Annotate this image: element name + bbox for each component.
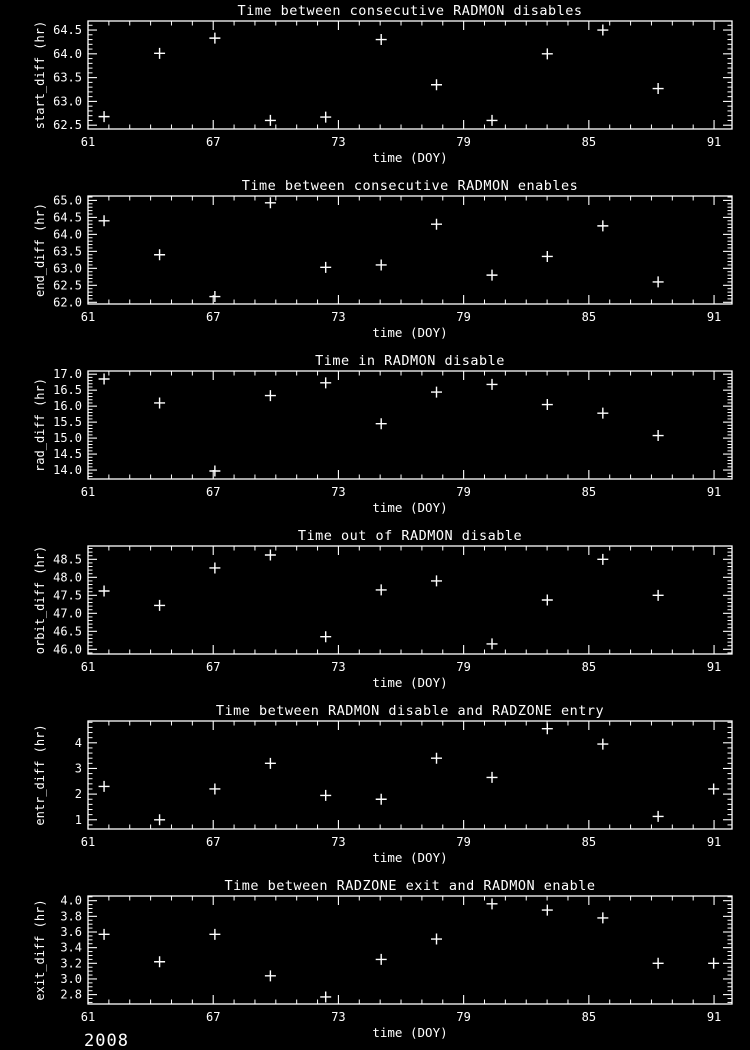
y-tick-label: 4: [74, 735, 82, 750]
chart-title: Time in RADMON disable: [315, 353, 505, 369]
x-axis-label: time (DOY): [372, 325, 448, 340]
data-point-marker: [154, 600, 165, 611]
y-tick-label: 2: [74, 787, 82, 802]
data-point-marker: [154, 48, 165, 59]
data-point-marker: [99, 373, 110, 384]
x-tick-label: 73: [331, 310, 346, 324]
y-tick-label: 64.0: [53, 46, 82, 61]
y-axis-label: entr_diff (hr): [33, 724, 47, 826]
y-tick-label: 17.0: [53, 367, 82, 382]
x-tick-label: 85: [581, 310, 597, 324]
y-tick-label: 46.0: [53, 642, 82, 657]
plot-panel-rad-diff: [0, 350, 750, 525]
chart-title: Time between RADMON disable and RADZONE entry: [215, 703, 605, 719]
y-tick-label: 64.5: [53, 23, 82, 38]
x-tick-label: 79: [456, 1010, 471, 1024]
x-tick-label: 67: [205, 1010, 221, 1024]
data-point-marker: [597, 408, 608, 419]
data-point-marker: [431, 575, 442, 586]
data-point-marker: [487, 638, 498, 649]
plot-panel-orbit-diff: [0, 525, 750, 700]
chart-canvas-start-diff: [0, 0, 750, 175]
plot-panel-entr-diff: [0, 700, 750, 875]
y-tick-label: 47.0: [53, 606, 82, 621]
x-tick-label: 67: [205, 660, 221, 674]
x-tick-label: 67: [205, 835, 221, 849]
y-axis-label: end_diff (hr): [33, 203, 47, 297]
data-point-marker: [154, 814, 165, 825]
data-point-marker: [265, 550, 276, 561]
data-point-marker: [99, 781, 110, 792]
data-point-marker: [542, 48, 553, 59]
data-point-marker: [99, 586, 110, 597]
x-tick-label: 79: [456, 835, 471, 849]
chart-title: Time between consecutive RADMON disables: [237, 3, 583, 19]
y-tick-label: 64.5: [53, 210, 82, 225]
x-tick-label: 79: [456, 310, 471, 324]
x-tick-label: 73: [331, 135, 346, 149]
data-point-marker: [431, 753, 442, 764]
plot-panel-end-diff: [0, 175, 750, 350]
data-point-marker: [209, 466, 220, 477]
x-tick-label: 79: [456, 660, 471, 674]
axis-box: [88, 721, 732, 829]
axis-box: [88, 546, 732, 654]
y-tick-label: 63.0: [53, 261, 82, 276]
y-tick-label: 47.5: [53, 588, 82, 603]
chart-title: Time between consecutive RADMON enables: [241, 178, 579, 194]
y-tick-label: 63.0: [53, 94, 82, 109]
data-point-marker: [209, 33, 220, 44]
axis-box: [88, 196, 732, 304]
data-point-marker: [431, 79, 442, 90]
x-tick-label: 85: [581, 485, 597, 499]
data-point-marker: [708, 958, 719, 969]
y-tick-label: 3.6: [60, 925, 82, 939]
data-point-marker: [431, 219, 442, 230]
y-tick-label: 48.5: [53, 552, 82, 567]
data-point-marker: [653, 958, 664, 969]
x-axis-label: time (DOY): [372, 675, 448, 690]
data-point-marker: [376, 954, 387, 965]
data-point-marker: [320, 631, 331, 642]
data-point-marker: [487, 772, 498, 783]
data-point-marker: [320, 991, 331, 1002]
data-point-marker: [542, 595, 553, 606]
data-point-marker: [542, 251, 553, 262]
plot-panel-exit-diff: [0, 875, 750, 1050]
y-tick-label: 63.5: [53, 244, 82, 259]
axis-box: [88, 371, 732, 479]
axis-box: [88, 896, 732, 1004]
x-tick-label: 91: [706, 310, 722, 324]
y-tick-label: 48.0: [53, 570, 82, 585]
x-axis-label: time (DOY): [372, 1025, 448, 1040]
data-point-marker: [653, 590, 664, 601]
data-point-marker: [320, 262, 331, 273]
y-axis-label: start_diff (hr): [33, 20, 47, 130]
data-point-marker: [209, 291, 220, 302]
y-axis-label: exit_diff (hr): [33, 899, 47, 1001]
x-tick-label: 67: [205, 135, 221, 149]
data-point-marker: [487, 379, 498, 390]
x-tick-label: 85: [581, 135, 597, 149]
data-point-marker: [653, 83, 664, 94]
data-point-marker: [597, 220, 608, 231]
x-tick-label: 61: [80, 1010, 96, 1024]
y-axis-label: rad_diff (hr): [33, 378, 47, 472]
y-tick-label: 3: [74, 761, 82, 776]
y-tick-label: 46.5: [53, 624, 82, 639]
y-tick-label: 15.0: [53, 431, 82, 446]
y-tick-label: 15.5: [53, 415, 82, 430]
data-point-marker: [209, 929, 220, 940]
data-point-marker: [542, 723, 553, 734]
x-tick-label: 73: [331, 485, 346, 499]
y-tick-label: 62.5: [53, 118, 82, 133]
data-point-marker: [653, 430, 664, 441]
y-tick-label: 62.0: [53, 295, 82, 310]
data-point-marker: [653, 811, 664, 822]
data-point-marker: [487, 115, 498, 126]
data-point-marker: [376, 259, 387, 270]
year-label: 2008: [84, 1031, 129, 1050]
data-point-marker: [265, 758, 276, 769]
chart-canvas-exit-diff: [0, 875, 750, 1050]
y-tick-label: 65.0: [53, 193, 82, 208]
x-tick-label: 73: [331, 835, 346, 849]
y-tick-label: 62.5: [53, 278, 82, 293]
x-tick-label: 61: [80, 835, 96, 849]
data-point-marker: [487, 898, 498, 909]
data-point-marker: [154, 397, 165, 408]
y-tick-label: 64.0: [53, 227, 82, 242]
data-point-marker: [320, 377, 331, 388]
axis-box: [88, 21, 732, 129]
y-tick-label: 3.2: [60, 956, 82, 971]
x-tick-label: 91: [706, 660, 722, 674]
chart-canvas-entr-diff: [0, 700, 750, 875]
y-tick-label: 3.4: [60, 940, 82, 955]
data-point-marker: [597, 554, 608, 565]
x-tick-label: 73: [331, 660, 346, 674]
y-axis-label: orbit_diff (hr): [33, 545, 47, 655]
data-point-marker: [431, 934, 442, 945]
data-point-marker: [99, 111, 110, 122]
data-point-marker: [487, 270, 498, 281]
y-tick-label: 2.8: [60, 987, 82, 1002]
x-tick-label: 67: [205, 485, 221, 499]
x-tick-label: 61: [80, 310, 96, 324]
x-tick-label: 85: [581, 1010, 597, 1024]
data-point-marker: [320, 112, 331, 123]
y-tick-label: 14.5: [53, 447, 82, 462]
data-point-marker: [708, 783, 719, 794]
x-tick-label: 91: [706, 485, 722, 499]
y-tick-label: 16.0: [53, 399, 82, 414]
y-tick-label: 63.5: [53, 70, 82, 85]
data-point-marker: [542, 905, 553, 916]
data-point-marker: [597, 25, 608, 36]
data-point-marker: [597, 739, 608, 750]
chart-title: Time between RADZONE exit and RADMON enable: [224, 878, 596, 894]
x-tick-label: 79: [456, 135, 471, 149]
data-point-marker: [99, 929, 110, 940]
x-tick-label: 91: [706, 135, 722, 149]
data-point-marker: [209, 562, 220, 573]
x-tick-label: 85: [581, 835, 597, 849]
y-tick-label: 16.5: [53, 383, 82, 398]
data-point-marker: [376, 34, 387, 45]
y-tick-label: 3.0: [60, 971, 82, 986]
x-axis-label: time (DOY): [372, 500, 448, 515]
data-point-marker: [265, 197, 276, 208]
data-point-marker: [597, 912, 608, 923]
data-point-marker: [265, 970, 276, 981]
y-tick-label: 14.0: [53, 463, 82, 478]
data-point-marker: [154, 249, 165, 260]
x-tick-label: 67: [205, 310, 221, 324]
data-point-marker: [154, 956, 165, 967]
y-tick-label: 4.0: [60, 893, 82, 908]
chart-canvas-rad-diff: [0, 350, 750, 525]
x-tick-label: 61: [80, 135, 96, 149]
data-point-marker: [209, 783, 220, 794]
data-point-marker: [653, 276, 664, 287]
data-point-marker: [542, 399, 553, 410]
y-tick-label: 3.8: [60, 909, 82, 924]
y-tick-label: 1: [74, 812, 82, 827]
x-tick-label: 61: [80, 660, 96, 674]
x-tick-label: 91: [706, 835, 722, 849]
x-tick-label: 61: [80, 485, 96, 499]
data-point-marker: [431, 387, 442, 398]
x-tick-label: 91: [706, 1010, 722, 1024]
data-point-marker: [320, 790, 331, 801]
data-point-marker: [376, 418, 387, 429]
chart-canvas-end-diff: [0, 175, 750, 350]
x-axis-label: time (DOY): [372, 150, 448, 165]
x-tick-label: 85: [581, 660, 597, 674]
chart-title: Time out of RADMON disable: [297, 528, 523, 544]
plot-panel-start-diff: [0, 0, 750, 175]
x-tick-label: 73: [331, 1010, 346, 1024]
data-point-marker: [376, 584, 387, 595]
chart-canvas-orbit-diff: [0, 525, 750, 700]
data-point-marker: [376, 794, 387, 805]
x-axis-label: time (DOY): [372, 850, 448, 865]
data-point-marker: [265, 115, 276, 126]
data-point-marker: [265, 390, 276, 401]
x-tick-label: 79: [456, 485, 471, 499]
data-point-marker: [99, 215, 110, 226]
